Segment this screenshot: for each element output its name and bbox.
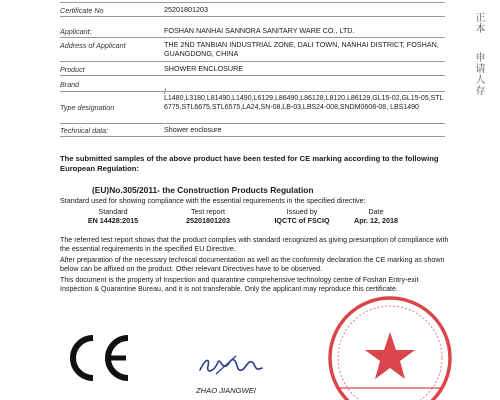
applicant-value: FOSHAN NANHAI SANNORA SANITARY WARE CO., LTD.	[164, 26, 355, 35]
value-date: Apr. 12, 2018	[354, 216, 398, 225]
divider	[60, 136, 445, 137]
top-rule	[60, 2, 445, 3]
value-standard: EN 14428:2015	[87, 216, 139, 225]
divider	[60, 16, 445, 17]
ce-mark-icon	[62, 334, 136, 382]
divider	[60, 75, 445, 76]
type-designation-value: L1480,L3180,L81490,L1490,L6129,L86490,L86128,L8120,L86129,GL15-02,GL15-05,STL6775,STL6675,STL6575,LA24,SN-08,LB-03,LBS24-008,SNDM0608-08, LBS1490	[164, 95, 444, 111]
divider	[60, 61, 445, 62]
signature-icon	[196, 352, 268, 378]
side-text-applicant-copy: 申请人存	[473, 52, 484, 96]
certificate-no-label: Certificate No	[60, 6, 104, 15]
signer-name: ZHAO JIANGWEI	[196, 386, 256, 395]
product-label: Product	[60, 65, 85, 74]
official-seal-icon	[324, 292, 456, 400]
header-standard: Standard	[98, 207, 128, 216]
divider	[60, 123, 445, 124]
divider	[60, 91, 445, 92]
header-issued-by: Issued by	[286, 207, 318, 216]
divider	[60, 37, 445, 38]
applicant-label: Applicant:	[60, 27, 92, 36]
value-test-report: 25201801203	[186, 216, 230, 225]
address-label: Address of Applicant	[60, 41, 126, 50]
technical-data-label: Technical data:	[60, 126, 109, 135]
technical-data-value: Shower enclosure	[164, 125, 222, 134]
paragraph-property: This document is the property of Inspection and quarantine comprehensive technology centre of Foshan Entry-exit Inspection & Quarantine Bureau, and it is not transferable. Only the applicant may reproduce this certificate.	[60, 276, 419, 293]
type-designation-label: Type designation	[60, 103, 115, 112]
address-value: THE 2ND TANBIAN INDUSTRIAL ZONE, DALI TOWN, NANHAI DISTRICT, FOSHAN, GUANGDONG, CHINA	[164, 40, 439, 58]
value-issued-by: IQCTC of FSCIQ	[274, 216, 330, 225]
paragraph-compliance: The referred test report shows that the product complies with standard recognized as giving presumption of compliance with the essential requirements in the specified EU Directive.	[60, 236, 449, 253]
standard-used-text: Standard used for showing compliance with the essential requirements in the specified directive:	[60, 196, 366, 205]
regulation-title: (EU)No.305/2011- the Construction Products Regulation	[92, 185, 314, 195]
paragraph-ce-marking: After preparation of the necessary technical documentation as well as the conformity declaration the CE marking as shown below can be affixed on the product. Other relevant Directives have to be observed.	[60, 256, 445, 273]
brand-label: Brand	[60, 80, 80, 89]
product-value: SHOWER ENCLOSURE	[164, 64, 244, 73]
intro-statement: The submitted samples of the above product have been tested for CE marking according to the following European Regulation:	[60, 154, 439, 173]
header-date: Date	[368, 207, 384, 216]
header-test-report: Test report	[191, 207, 225, 216]
certificate-no-value: 25201801203	[164, 5, 208, 14]
side-text-original: 正本	[473, 12, 484, 34]
